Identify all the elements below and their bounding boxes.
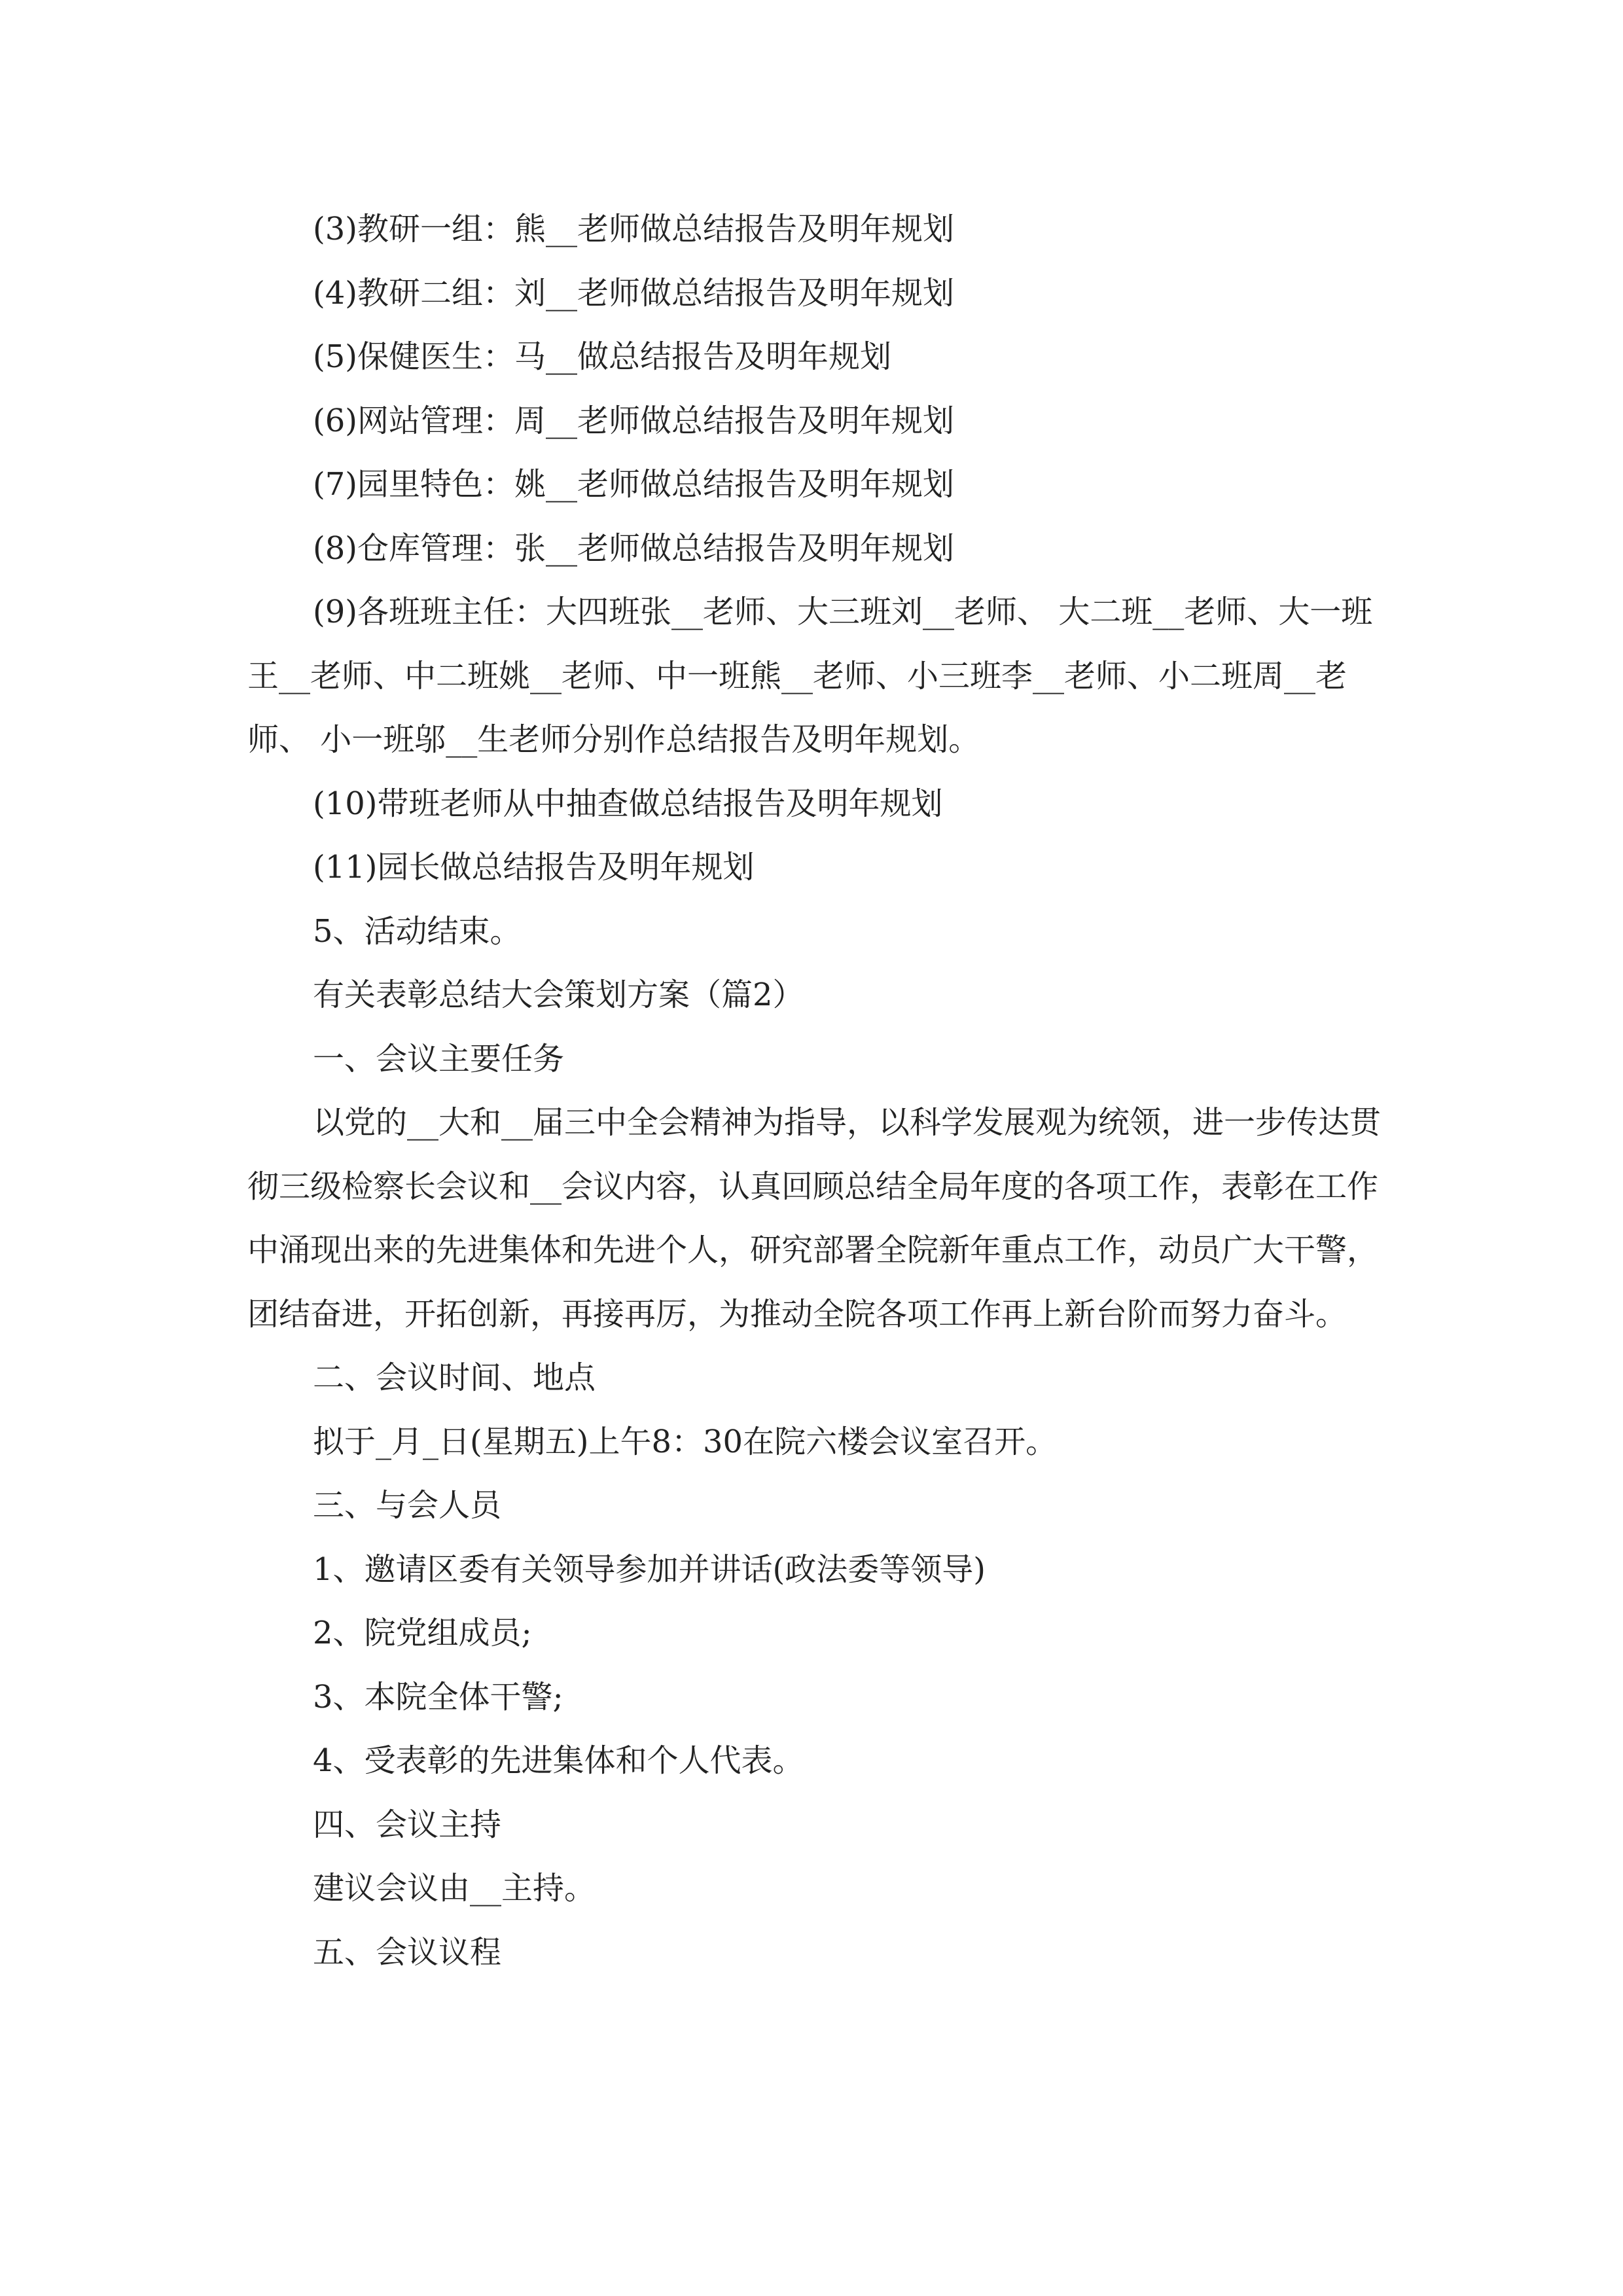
paragraph-host: 建议会议由__主持。 xyxy=(313,1870,596,1907)
heading-main-task: 一、会议主要任务 xyxy=(313,1040,565,1077)
paragraph-time-place: 拟于_月_日(星期五)上午8：30在院六楼会议室召开。 xyxy=(313,1423,1058,1460)
paragraph-item-10: (10)带班老师从中抽查做总结报告及明年规划 xyxy=(313,785,943,822)
heading-host: 四、会议主持 xyxy=(313,1806,502,1843)
attendee-item-3: 3、本院全体干警; xyxy=(313,1678,563,1715)
paragraph-item-11: (11)园长做总结报告及明年规划 xyxy=(313,849,755,886)
section-title-plan-2: 有关表彰总结大会策划方案（篇2） xyxy=(313,977,804,1013)
attendee-item-1: 1、邀请区委有关领导参加并讲话(政法委等领导) xyxy=(313,1551,986,1588)
document-body xyxy=(247,198,1381,1984)
attendee-item-4: 4、受表彰的先进集体和个人代表。 xyxy=(313,1742,804,1779)
paragraph-class-teachers: (9)各班班主任：大四班张__老师、大三班刘__老师、 大二班__老师、大一班王__老师、中二班姚__老师、中一班熊__老师、小三班李__老师、小二班周__老师、 小一班邬__生老师分别作总结报告及明年规划。 xyxy=(247,594,1373,758)
attendee-item-2: 2、院党组成员; xyxy=(313,1615,532,1651)
heading-attendees: 三、与会人员 xyxy=(313,1487,502,1524)
paragraph-item-8: (8)仓库管理：张__老师做总结报告及明年规划 xyxy=(313,529,954,567)
paragraph-item-4: (4)教研二组：刘__老师做总结报告及明年规划 xyxy=(313,274,954,312)
heading-time-place: 二、会议时间、地点 xyxy=(313,1359,596,1396)
paragraph-item-3: (3)教研一组：熊__老师做总结报告及明年规划 xyxy=(313,211,954,247)
paragraph-item-5: (5)保健医生：马__做总结报告及明年规划 xyxy=(313,338,891,375)
heading-agenda: 五、会议议程 xyxy=(313,1933,502,1971)
paragraph-item-7: (7)园里特色：姚__老师做总结报告及明年规划 xyxy=(313,466,954,503)
paragraph-activity-end: 5、活动结束。 xyxy=(313,912,522,950)
paragraph-item-6: (6)网站管理：周__老师做总结报告及明年规划 xyxy=(313,402,954,439)
paragraph-main-task: 以党的__大和__届三中全会精神为指导，以科学发展观为统领，进一步传达贯彻三级检察长会议和__会议内容，认真回顾总结全局年度的各项工作，表彰在工作中涌现出来的先进集体和先进个人，研究部署全院新年重点工作，动员广大干警，团结奋进，开拓创新，再接再厉，为推动全院各项工作再上新台阶而努力奋斗。 xyxy=(247,1104,1382,1333)
